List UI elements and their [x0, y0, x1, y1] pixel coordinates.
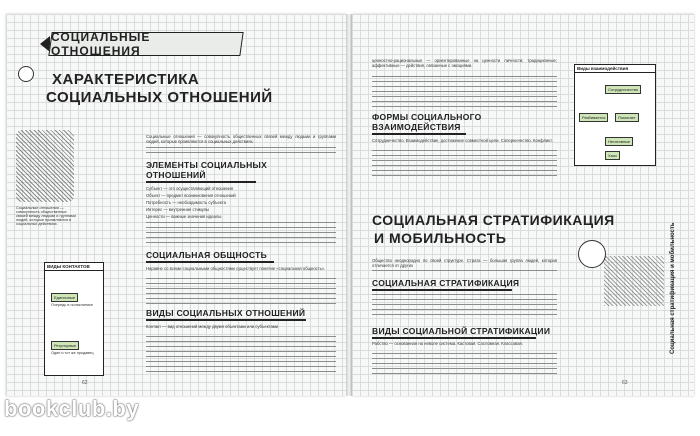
kinds-text-lines	[146, 336, 336, 376]
section-forms-line2: ВЗАИМОДЕЙСТВИЯ	[372, 122, 461, 132]
contact-single-caption: Очередь в поликлинике	[51, 303, 93, 307]
strat-intro-text: Общество неоднородно по своей структуре. Страта — большая группа людей, которая отличается от других	[372, 258, 557, 269]
people-group-icon	[16, 130, 74, 202]
illustration-caption: Социальные отношения — совокупность общественных связей между людьми и группами людей, которые проявляются в социальных действиях.	[16, 206, 76, 226]
section-underline	[146, 261, 274, 263]
section-elements-line2: ОТНОШЕНИЙ	[146, 170, 206, 180]
stairs-icon	[604, 256, 664, 306]
intro-paragraph: Социальные отношения — совокупность общественных связей между людьми и группами людей, которые проявляются в социальных действиях.	[146, 134, 336, 145]
kinds-paragraph: Контакт — вид отношений между двумя объектами или субъектами	[146, 324, 279, 329]
card-item-negative: Негативные	[605, 137, 633, 146]
elements-text-lines	[146, 222, 336, 247]
card-item-chaos: Хаос	[605, 151, 620, 160]
kinds-strat-lines	[372, 353, 557, 378]
stratification-title-line2: И МОБИЛЬНОСТЬ	[374, 230, 507, 246]
stratification-title-line1: СОЦИАЛЬНАЯ СТРАТИФИКАЦИЯ	[372, 212, 615, 228]
forms-paragraph: Сотрудничество. Взаимодействие, достижение совместной цели. Соперничество. Конфликт.	[372, 138, 553, 143]
strat-text-lines	[372, 294, 557, 319]
community-paragraph: Наравне со всеми социальными общностями существует понятие «социальная общность».	[146, 266, 326, 271]
section-community-title: СОЦИАЛЬНАЯ ОБЩНОСТЬ	[146, 250, 267, 260]
section-underline	[146, 181, 256, 183]
section-stratification-title: СОЦИАЛЬНАЯ СТРАТИФИКАЦИЯ	[372, 278, 520, 288]
element-need: Потребность — необходимость субъекта	[146, 200, 226, 205]
vertical-section-label: Социальная стратификация и мобильность	[670, 222, 676, 354]
kinds-strat-text: Рабство — основанная на неволе система. Кастовая. Сословная. Классовая.	[372, 341, 523, 346]
section-kinds-title: ВИДЫ СОЦИАЛЬНЫХ ОТНОШЕНИЙ	[146, 308, 306, 318]
main-title-line1: ХАРАКТЕРИСТИКА	[52, 71, 200, 88]
element-object: Объект — предмет возникновения отношений	[146, 193, 236, 198]
strat-intro-lines	[372, 270, 557, 275]
interaction-card-title: Виды взаимодействия	[575, 65, 655, 73]
contact-types-title: ВИДЫ КОНТАКТОВ	[45, 263, 103, 271]
interaction-types-card	[574, 64, 656, 166]
watermark-logo: bookclub.by	[4, 396, 140, 421]
chapter-banner	[48, 32, 243, 56]
contact-regular-tag: Регулярные	[51, 341, 79, 350]
forms-text-lines	[372, 150, 557, 180]
right-page	[352, 14, 694, 396]
left-page	[6, 14, 346, 396]
section-underline	[372, 337, 536, 339]
intro-text-lines	[146, 147, 336, 157]
main-title-line2: СОЦИАЛЬНЫХ ОТНОШЕНИЙ	[46, 89, 273, 106]
contact-single-tag: Единичные	[51, 293, 78, 302]
card-item-helps: Помогает	[615, 113, 639, 122]
contact-types-card	[44, 262, 104, 376]
section-forms-line1: ФОРМЫ СОЦИАЛЬНОГО	[372, 112, 482, 122]
section-underline	[146, 319, 306, 321]
page-number-right: 63	[622, 380, 628, 386]
section-elements-line1: ЭЛЕМЕНТЫ СОЦИАЛЬНЫХ	[146, 160, 268, 170]
action-types-lines	[372, 76, 557, 111]
element-subject: Субъект — это осуществляющий отношения	[146, 186, 234, 191]
section-underline	[372, 289, 512, 291]
community-text-lines	[146, 278, 336, 308]
card-item-cooperation: Сотрудничество	[605, 85, 641, 94]
element-interest: Интерес — внутренние стимулы	[146, 207, 210, 212]
section-kinds-strat-title: ВИДЫ СОЦИАЛЬНОЙ СТРАТИФИКАЦИИ	[372, 326, 551, 336]
action-types-text: ценностно-рациональные — ориентированные на ценности личности; традиционные; аффективные — действия, связанные с эмоциями.	[372, 58, 557, 69]
stairs-figure-icon	[578, 240, 606, 268]
element-values: Ценности — важные значения идеалы	[146, 214, 222, 219]
page-number-left: 62	[82, 380, 88, 386]
chapter-banner-text: СОЦИАЛЬНЫЕ ОТНОШЕНИЯ	[51, 30, 151, 58]
person-sketch-icon	[18, 66, 34, 82]
section-underline	[372, 133, 466, 135]
card-item-breaks: Разбивается	[579, 113, 608, 122]
contact-regular-caption: Один и тот же продавец	[51, 351, 94, 355]
